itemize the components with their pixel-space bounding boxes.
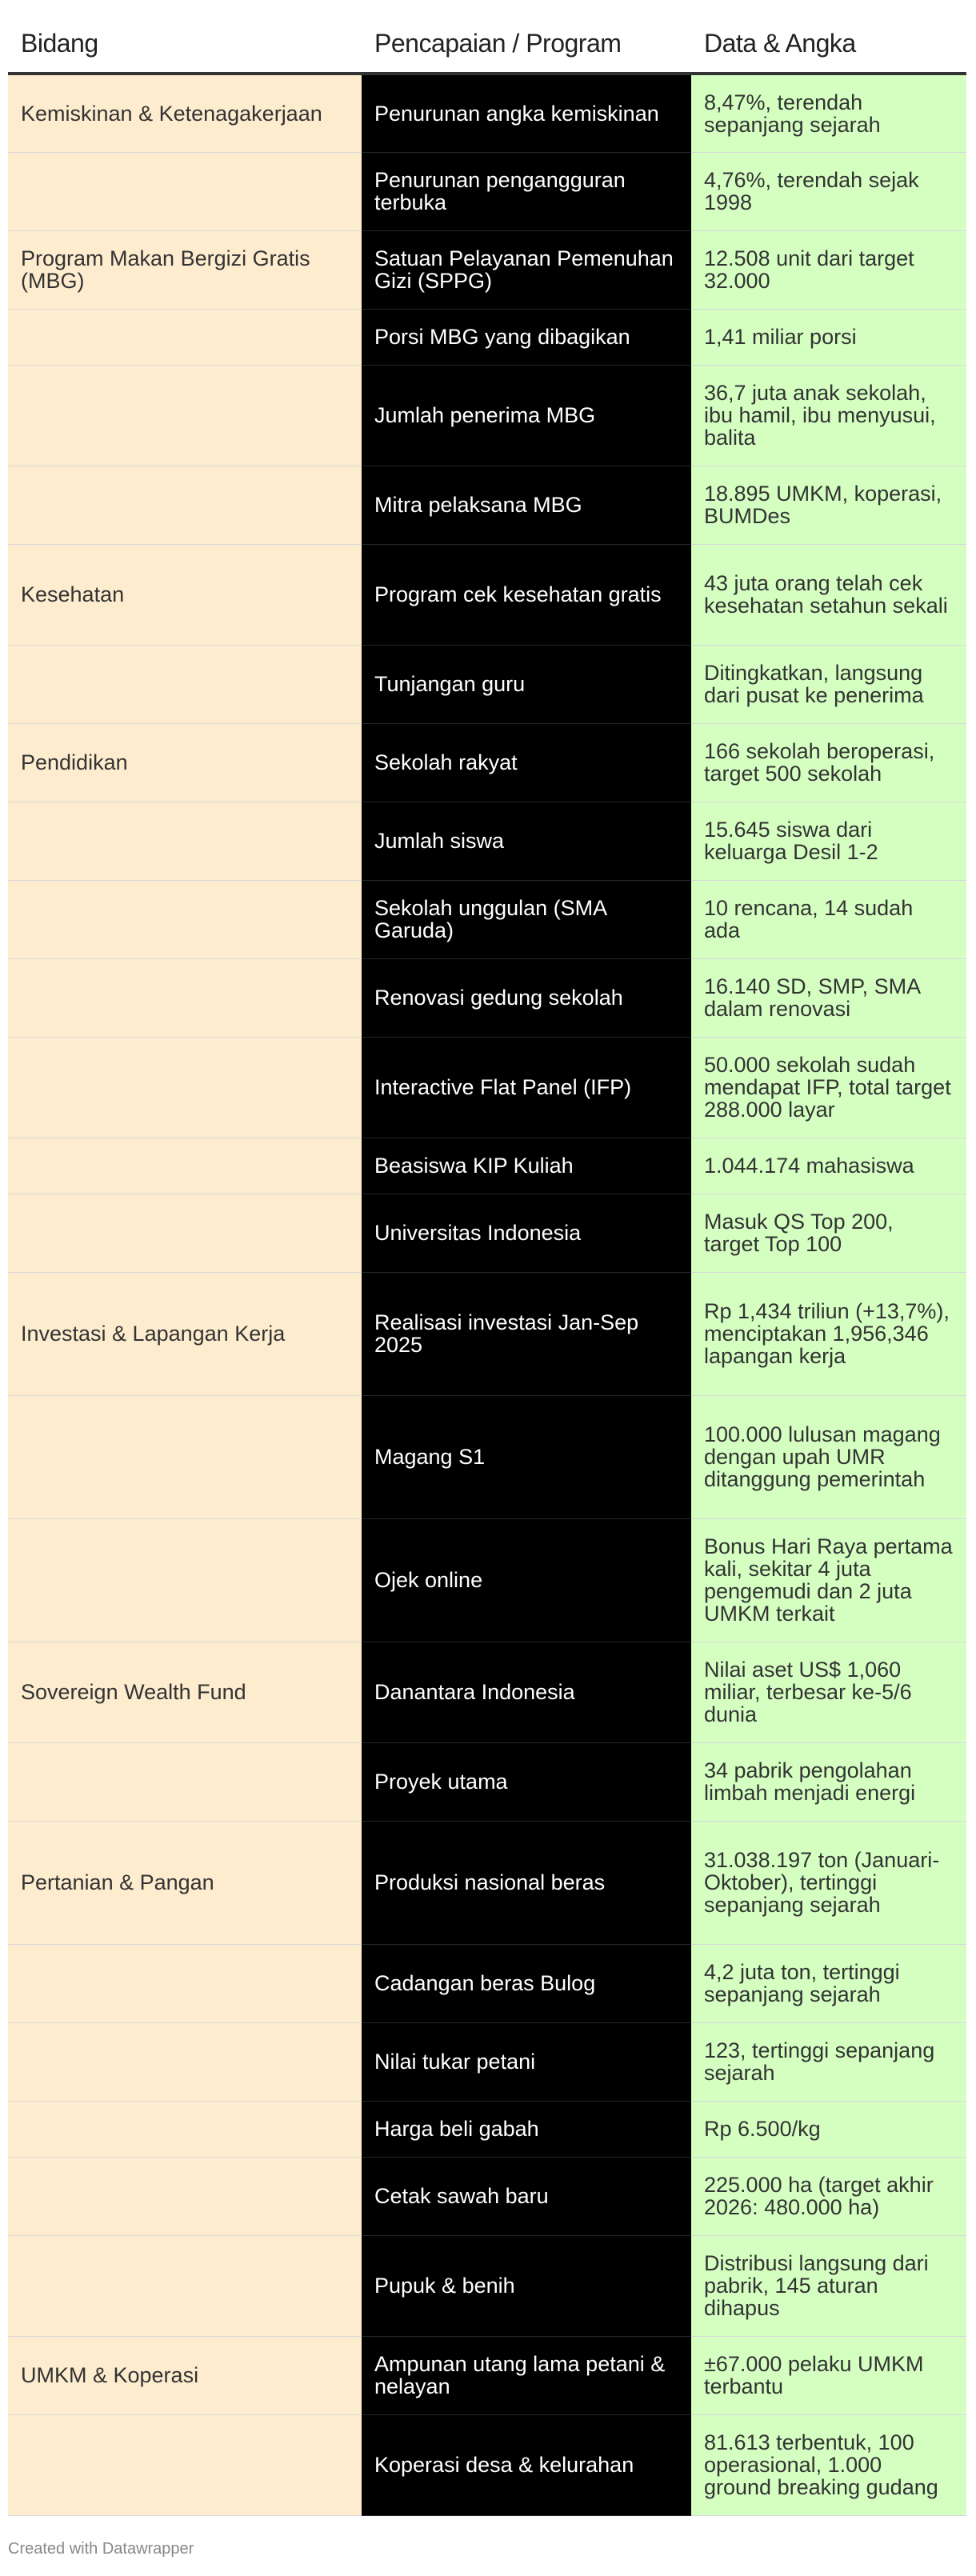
data-cell: 50.000 sekolah sudah mendapat IFP, total target 288.000 layar (691, 1037, 966, 1138)
data-cell: Rp 1,434 triliun (+13,7%), menciptakan 1,956,346 lapangan kerja (691, 1272, 966, 1395)
bidang-cell (8, 2022, 362, 2101)
data-table (8, 0, 966, 2516)
data-cell: 166 sekolah beroperasi, target 500 sekolah (691, 723, 966, 802)
bidang-cell (8, 309, 362, 365)
table-row (8, 2022, 966, 2101)
table-header (8, 0, 966, 74)
table-row (8, 880, 966, 958)
bidang-cell: Pendidikan (8, 723, 362, 802)
program-cell: Penurunan pengangguran terbuka (362, 152, 691, 230)
bidang-cell (8, 1395, 362, 1518)
program-cell: Penurunan angka kemiskinan (362, 74, 691, 152)
data-cell: Rp 6.500/kg (691, 2101, 966, 2157)
table-row (8, 1138, 966, 1194)
data-cell: 36,7 juta anak sekolah, ibu hamil, ibu menyusui, balita (691, 365, 966, 466)
data-cell: 34 pabrik pengolahan limbah menjadi energi (691, 1742, 966, 1821)
program-cell: Proyek utama (362, 1742, 691, 1821)
table-row (8, 309, 966, 365)
program-cell: Satuan Pelayanan Pemenuhan Gizi (SPPG) (362, 230, 691, 309)
program-cell: Ampunan utang lama petani & nelayan (362, 2336, 691, 2414)
bidang-cell (8, 152, 362, 230)
bidang-cell: Kesehatan (8, 544, 362, 645)
program-cell: Jumlah penerima MBG (362, 365, 691, 466)
data-cell: 15.645 siswa dari keluarga Desil 1-2 (691, 802, 966, 880)
table-row (8, 152, 966, 230)
table-row (8, 645, 966, 723)
data-cell: 100.000 lulusan magang dengan upah UMR ditanggung pemerintah (691, 1395, 966, 1518)
data-cell: 225.000 ha (target akhir 2026: 480.000 ha) (691, 2157, 966, 2235)
program-cell: Jumlah siswa (362, 802, 691, 880)
data-cell: Ditingkatkan, langsung dari pusat ke penerima (691, 645, 966, 723)
bidang-cell (8, 365, 362, 466)
bidang-cell (8, 1944, 362, 2022)
program-cell: Mitra pelaksana MBG (362, 466, 691, 544)
table-row (8, 723, 966, 802)
data-cell: Nilai aset US$ 1,060 miliar, terbesar ke-5/6 dunia (691, 1642, 966, 1742)
table-row (8, 1742, 966, 1821)
program-cell: Danantara Indonesia (362, 1642, 691, 1742)
bidang-cell (8, 2101, 362, 2157)
data-table-container (8, 0, 966, 2516)
program-cell: Harga beli gabah (362, 2101, 691, 2157)
data-cell: 18.895 UMKM, koperasi, BUMDes (691, 466, 966, 544)
table-row (8, 2235, 966, 2336)
table-row (8, 1194, 966, 1272)
bidang-cell: UMKM & Koperasi (8, 2336, 362, 2414)
data-cell: 4,2 juta ton, tertinggi sepanjang sejarah (691, 1944, 966, 2022)
table-row (8, 2157, 966, 2235)
header-row (8, 0, 966, 74)
table-row (8, 1037, 966, 1138)
data-cell: 10 rencana, 14 sudah ada (691, 880, 966, 958)
program-cell: Sekolah rakyat (362, 723, 691, 802)
bidang-cell: Kemiskinan & Ketenagakerjaan (8, 74, 362, 152)
table-row (8, 74, 966, 152)
bidang-cell (8, 958, 362, 1037)
bidang-cell (8, 1037, 362, 1138)
data-cell: Masuk QS Top 200, target Top 100 (691, 1194, 966, 1272)
data-cell: 81.613 terbentuk, 100 operasional, 1.000 ground breaking gudang (691, 2414, 966, 2515)
data-cell: 8,47%, terendah sepanjang sejarah (691, 74, 966, 152)
program-cell: Beasiswa KIP Kuliah (362, 1138, 691, 1194)
bidang-cell (8, 1138, 362, 1194)
bidang-cell (8, 2414, 362, 2515)
program-cell: Sekolah unggulan (SMA Garuda) (362, 880, 691, 958)
program-cell: Renovasi gedung sekolah (362, 958, 691, 1037)
table-row (8, 1821, 966, 1944)
data-cell: 1.044.174 mahasiswa (691, 1138, 966, 1194)
table-row (8, 1518, 966, 1642)
table-row (8, 466, 966, 544)
bidang-cell (8, 880, 362, 958)
bidang-cell (8, 1194, 362, 1272)
program-cell: Pupuk & benih (362, 2235, 691, 2336)
program-cell: Nilai tukar petani (362, 2022, 691, 2101)
program-cell: Magang S1 (362, 1395, 691, 1518)
program-cell: Program cek kesehatan gratis (362, 544, 691, 645)
table-row (8, 2336, 966, 2414)
column-header-bidang[interactable]: Bidang (8, 0, 362, 74)
bidang-cell (8, 802, 362, 880)
column-header-data[interactable]: Data & Angka (691, 0, 966, 74)
data-cell: 43 juta orang telah cek kesehatan setahun sekali (691, 544, 966, 645)
program-cell: Produksi nasional beras (362, 1821, 691, 1944)
data-cell: 123, tertinggi sepanjang sejarah (691, 2022, 966, 2101)
bidang-cell (8, 1518, 362, 1642)
table-row (8, 365, 966, 466)
bidang-cell (8, 466, 362, 544)
table-row (8, 544, 966, 645)
bidang-cell (8, 2157, 362, 2235)
data-cell: ±67.000 pelaku UMKM terbantu (691, 2336, 966, 2414)
data-cell: 1,41 miliar porsi (691, 309, 966, 365)
data-cell: 16.140 SD, SMP, SMA dalam renovasi (691, 958, 966, 1037)
program-cell: Universitas Indonesia (362, 1194, 691, 1272)
data-cell: 12.508 unit dari target 32.000 (691, 230, 966, 309)
table-row (8, 1395, 966, 1518)
bidang-cell: Sovereign Wealth Fund (8, 1642, 362, 1742)
table-row (8, 1642, 966, 1742)
table-row (8, 2101, 966, 2157)
program-cell: Cadangan beras Bulog (362, 1944, 691, 2022)
data-cell: 31.038.197 ton (Januari-Oktober), tertinggi sepanjang sejarah (691, 1821, 966, 1944)
table-row (8, 958, 966, 1037)
table-row (8, 802, 966, 880)
program-cell: Realisasi investasi Jan-Sep 2025 (362, 1272, 691, 1395)
bidang-cell: Pertanian & Pangan (8, 1821, 362, 1944)
bidang-cell: Program Makan Bergizi Gratis (MBG) (8, 230, 362, 309)
table-row (8, 230, 966, 309)
data-cell: 4,76%, terendah sejak 1998 (691, 152, 966, 230)
program-cell: Interactive Flat Panel (IFP) (362, 1037, 691, 1138)
bidang-cell: Investasi & Lapangan Kerja (8, 1272, 362, 1395)
table-row (8, 2414, 966, 2515)
table-row (8, 1944, 966, 2022)
data-cell: Bonus Hari Raya pertama kali, sekitar 4 juta pengemudi dan 2 juta UMKM terkait (691, 1518, 966, 1642)
column-header-program[interactable]: Pencapaian / Program (362, 0, 691, 74)
program-cell: Porsi MBG yang dibagikan (362, 309, 691, 365)
data-cell: Distribusi langsung dari pabrik, 145 aturan dihapus (691, 2235, 966, 2336)
bidang-cell (8, 1742, 362, 1821)
program-cell: Ojek online (362, 1518, 691, 1642)
bidang-cell (8, 2235, 362, 2336)
bidang-cell (8, 645, 362, 723)
program-cell: Cetak sawah baru (362, 2157, 691, 2235)
table-row (8, 1272, 966, 1395)
table-body (8, 74, 966, 2515)
program-cell: Tunjangan guru (362, 645, 691, 723)
datawrapper-credit[interactable]: Created with Datawrapper (8, 2540, 194, 2558)
program-cell: Koperasi desa & kelurahan (362, 2414, 691, 2515)
